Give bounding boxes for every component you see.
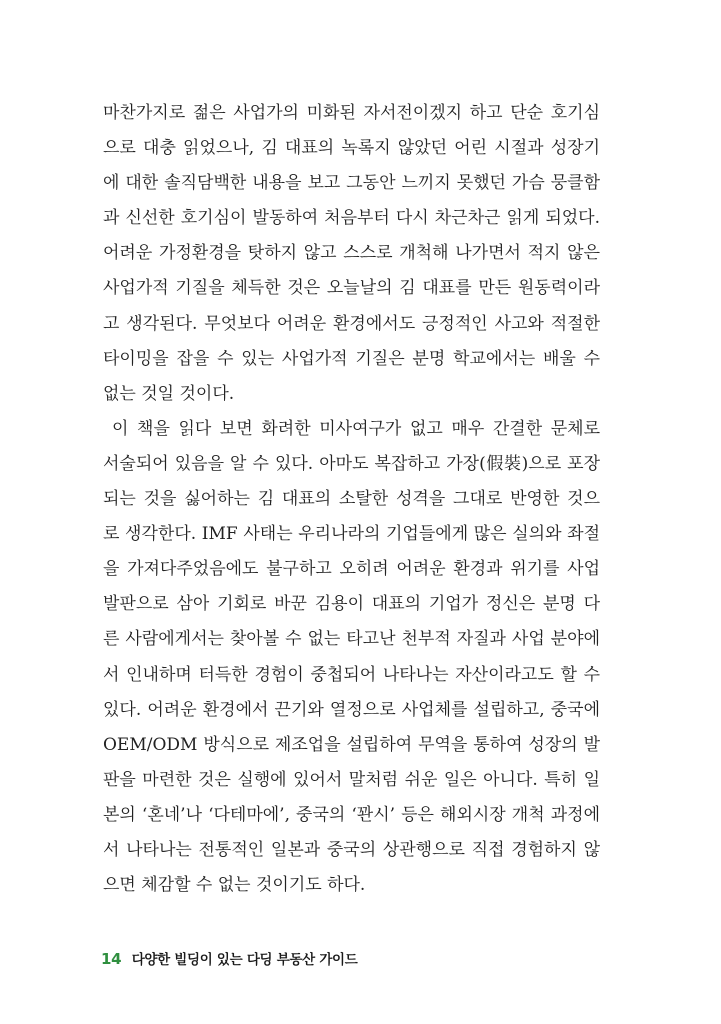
text-line: 판을 마련한 것은 실행에 있어서 말처럼 쉬운 일은 아니다. 특히 일 (103, 769, 600, 790)
text-line: 로 생각한다. IMF 사태는 우리나라의 기업들에게 많은 실의와 좌절 (103, 524, 600, 545)
text-line: OEM/ODM 방식으로 제조업을 설립하여 무역을 통하여 성장의 발 (103, 734, 600, 755)
text-line: 없는 것일 것이다. (103, 383, 235, 404)
body-text (103, 96, 600, 903)
text-line: 있다. 어려운 환경에서 끈기와 열정으로 사업체를 설립하고, 중국에 (103, 699, 600, 720)
book-title: 다양한 빌딩이 있는 다딩 부동산 가이드 (131, 952, 358, 968)
text-line: 을 가져다주었음에도 불구하고 오히려 어려운 환경과 위기를 사업 (103, 559, 600, 580)
text-line: 마찬가지로 젊은 사업가의 미화된 자서전이겠지 하고 단순 호기심 (103, 103, 600, 123)
text-line: 고 생각된다. 무엇보다 어려운 환경에서도 긍정적인 사고와 적절한 (103, 313, 600, 334)
text-line: 으로 대충 읽었으나, 김 대표의 녹록지 않았던 어린 시절과 성장기 (103, 138, 600, 159)
text-line: 서 인내하며 터득한 경험이 중첩되어 나타나는 자산이라고도 할 수 (103, 664, 600, 685)
text-line: 되는 것을 싫어하는 김 대표의 소탈한 성격을 그대로 반영한 것으 (103, 489, 600, 510)
page-number: 14 (101, 950, 122, 968)
text-line: 어려운 가정환경을 탓하지 않고 스스로 개척해 나가면서 적지 않은 (103, 243, 600, 264)
text-line: 서 나타나는 전통적인 일본과 중국의 상관행으로 직접 경험하지 않 (103, 839, 600, 860)
text-line: 타이밍을 잡을 수 있는 사업가적 기질은 분명 학교에서는 배울 수 (103, 348, 600, 369)
text-line: 른 사람에게서는 찾아볼 수 없는 타고난 천부적 자질과 사업 분야에 (103, 629, 600, 650)
text-line: 과 신선한 호기심이 발동하여 처음부터 다시 차근차근 읽게 되었다. (103, 208, 600, 229)
page-footer (101, 948, 358, 968)
text-line: 사업가적 기질을 체득한 것은 오늘날의 김 대표를 만든 원동력이라 (103, 278, 600, 299)
text-line: 발판으로 삼아 기회로 바꾼 김용이 대표의 기업가 정신은 분명 다 (103, 594, 600, 615)
text-line: 본의 ‘혼네’나 ‘다테마에’, 중국의 ‘꽌시’ 등은 해외시장 개척 과정에 (103, 804, 600, 825)
text-line: 서술되어 있음을 알 수 있다. 아마도 복잡하고 가장(假裝)으로 포장 (103, 453, 600, 474)
text-line: 에 대한 솔직담백한 내용을 보고 그동안 느끼지 못했던 가슴 뭉클함 (103, 173, 600, 194)
text-line: 이 책을 읽다 보면 화려한 미사여구가 없고 매우 간결한 문체로 (112, 418, 600, 439)
text-line: 으면 체감할 수 없는 것이기도 하다. (103, 875, 366, 896)
